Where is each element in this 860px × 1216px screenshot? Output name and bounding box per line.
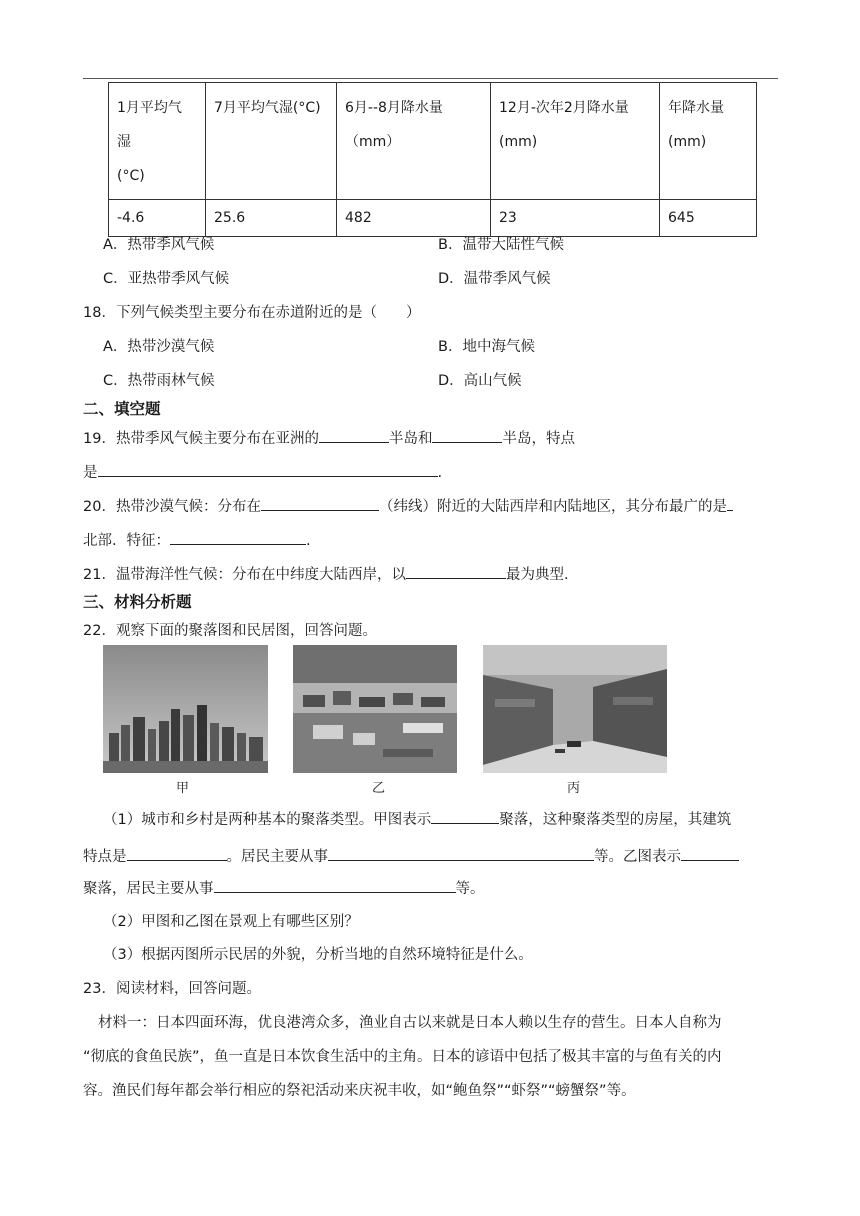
section-analysis-heading: 三、材料分析题 — [83, 593, 192, 611]
q22-text: 。居民主要从事 — [226, 849, 328, 865]
table-cell: 645 — [660, 200, 757, 237]
city-skyline-photo — [103, 645, 268, 773]
q19-text: 半岛和 — [388, 431, 433, 447]
q22-text: 等。 — [455, 881, 485, 897]
q22-stem: 22．观察下面的聚落图和民居图，回答问题。 — [83, 623, 377, 639]
q19-blank-2[interactable] — [432, 426, 502, 443]
header-text: （mm） — [345, 134, 401, 150]
q22-blank-2[interactable] — [127, 844, 227, 861]
header-text: (mm) — [668, 134, 707, 150]
q20-line2 — [83, 528, 311, 550]
header-text: (mm) — [499, 134, 538, 150]
village-photo — [293, 645, 457, 773]
q19-text: 是 — [83, 465, 98, 481]
q22-text: 聚落，这种聚落类型的房屋，其建筑 — [499, 812, 732, 828]
climate-data-table — [108, 82, 757, 237]
q20-text: 北部．特征： — [83, 533, 170, 549]
q17-option-a[interactable]: A．热带季风气候 — [103, 237, 215, 253]
q21-text: 最为典型. — [505, 567, 569, 583]
header-rule — [83, 78, 778, 79]
header-annual-precip — [660, 83, 757, 200]
caption-bing: 丙 — [567, 781, 581, 796]
q23-material-line1: 材料一：日本四面环海，优良港湾众多，渔业自古以来就是日本人赖以生存的营生。日本人自称为 — [98, 1015, 722, 1031]
q22-blank-5[interactable] — [214, 876, 456, 893]
q21-line — [83, 562, 569, 584]
q23-material-line3: 容。渔民们每年都会举行相应的祭祀活动来庆祝丰收，如“鲍鱼祭”“虾祭”“螃蟹祭”等。 — [83, 1083, 636, 1099]
header-summer-precip — [337, 83, 491, 200]
header-text: 6月--8月降水量 — [345, 100, 443, 116]
q22-text: 特点是 — [83, 849, 127, 865]
q20-blank-1[interactable] — [261, 494, 379, 511]
header-jul-temp — [206, 83, 337, 200]
canal-town-photo — [483, 645, 667, 773]
header-text: 7月平均气湿(°C) — [214, 100, 321, 116]
q22-blank-1[interactable] — [431, 807, 499, 824]
q23-stem: 23．阅读材料，回答问题。 — [83, 981, 261, 997]
q21-blank[interactable] — [406, 562, 506, 579]
q18-option-c[interactable]: C．热带雨林气候 — [103, 373, 215, 389]
q20-text: 20．热带沙漠气候：分布在 — [83, 499, 261, 515]
q18-option-d[interactable]: D．高山气候 — [438, 373, 522, 389]
header-text: 12月-次年2月降水量 — [499, 100, 629, 116]
table-header-row — [109, 83, 757, 200]
q22-text: 等。乙图表示 — [594, 849, 681, 865]
q21-text: 21．温带海洋性气候：分布在中纬度大陆西岸，以 — [83, 567, 406, 583]
caption-yi: 乙 — [372, 781, 386, 796]
table-row — [109, 200, 757, 237]
q17-option-c[interactable]: C．亚热带季风气候 — [103, 271, 230, 287]
q18-option-b[interactable]: B．地中海气候 — [438, 339, 535, 355]
header-text: 年降水量 — [668, 100, 724, 116]
q22-p2: （2）甲图和乙图在景观上有哪些区别？ — [103, 914, 359, 930]
q19-blank-3[interactable] — [98, 460, 438, 477]
caption-jia: 甲 — [176, 781, 190, 796]
q22-blank-4[interactable] — [681, 844, 739, 861]
q22-p1-line2 — [83, 844, 739, 866]
q20-text: （纬线）附近的大陆西岸和内陆地区，其分布最广的是 — [378, 499, 727, 515]
q19-text: 19．热带季风气候主要分布在亚洲的 — [83, 431, 319, 447]
table-cell: -4.6 — [109, 200, 206, 237]
q22-p3: （3）根据丙图所示民居的外貌，分析当地的自然环境特征是什么。 — [103, 947, 533, 963]
q19-line1 — [83, 426, 575, 448]
header-jan-temp — [109, 83, 206, 200]
settlement-photos — [100, 645, 680, 795]
q20-text: . — [306, 533, 311, 549]
q19-line2 — [83, 460, 442, 482]
q17-option-b[interactable]: B．温带大陆性气候 — [438, 237, 564, 253]
header-winter-precip — [491, 83, 660, 200]
table-cell: 23 — [491, 200, 660, 237]
header-text: 湿 — [117, 134, 131, 150]
q19-blank-1[interactable] — [319, 426, 389, 443]
table-cell: 482 — [337, 200, 491, 237]
q19-text: . — [437, 465, 443, 481]
q18-stem: 18．下列气候类型主要分布在赤道附近的是（ ） — [83, 305, 421, 321]
q22-blank-3[interactable] — [328, 844, 594, 861]
q17-option-d[interactable]: D．温带季风气候 — [438, 271, 551, 287]
q20-blank-3[interactable] — [170, 528, 306, 545]
q18-option-a[interactable]: A．热带沙漠气候 — [103, 339, 215, 355]
q20-line1 — [83, 494, 733, 516]
q20-blank-2[interactable] — [727, 494, 733, 511]
q22-p1-line3 — [83, 876, 485, 898]
header-text: 1月平均气 — [117, 100, 182, 116]
q22-text: 聚落，居民主要从事 — [83, 881, 214, 897]
q22-text: （1）城市和乡村是两种基本的聚落类型。甲图表示 — [103, 812, 432, 828]
q19-text: 半岛，特点 — [502, 431, 575, 447]
q22-p1-line1 — [103, 807, 731, 829]
header-text: (°C) — [117, 168, 145, 184]
q23-material-line2: “彻底的食鱼民族”，鱼一直是日本饮食生活中的主角。日本的谚语中包括了极其丰富的与鱼有关的内 — [83, 1049, 722, 1065]
table-cell: 25.6 — [206, 200, 337, 237]
section-fill-in-heading: 二、填空题 — [83, 400, 161, 418]
